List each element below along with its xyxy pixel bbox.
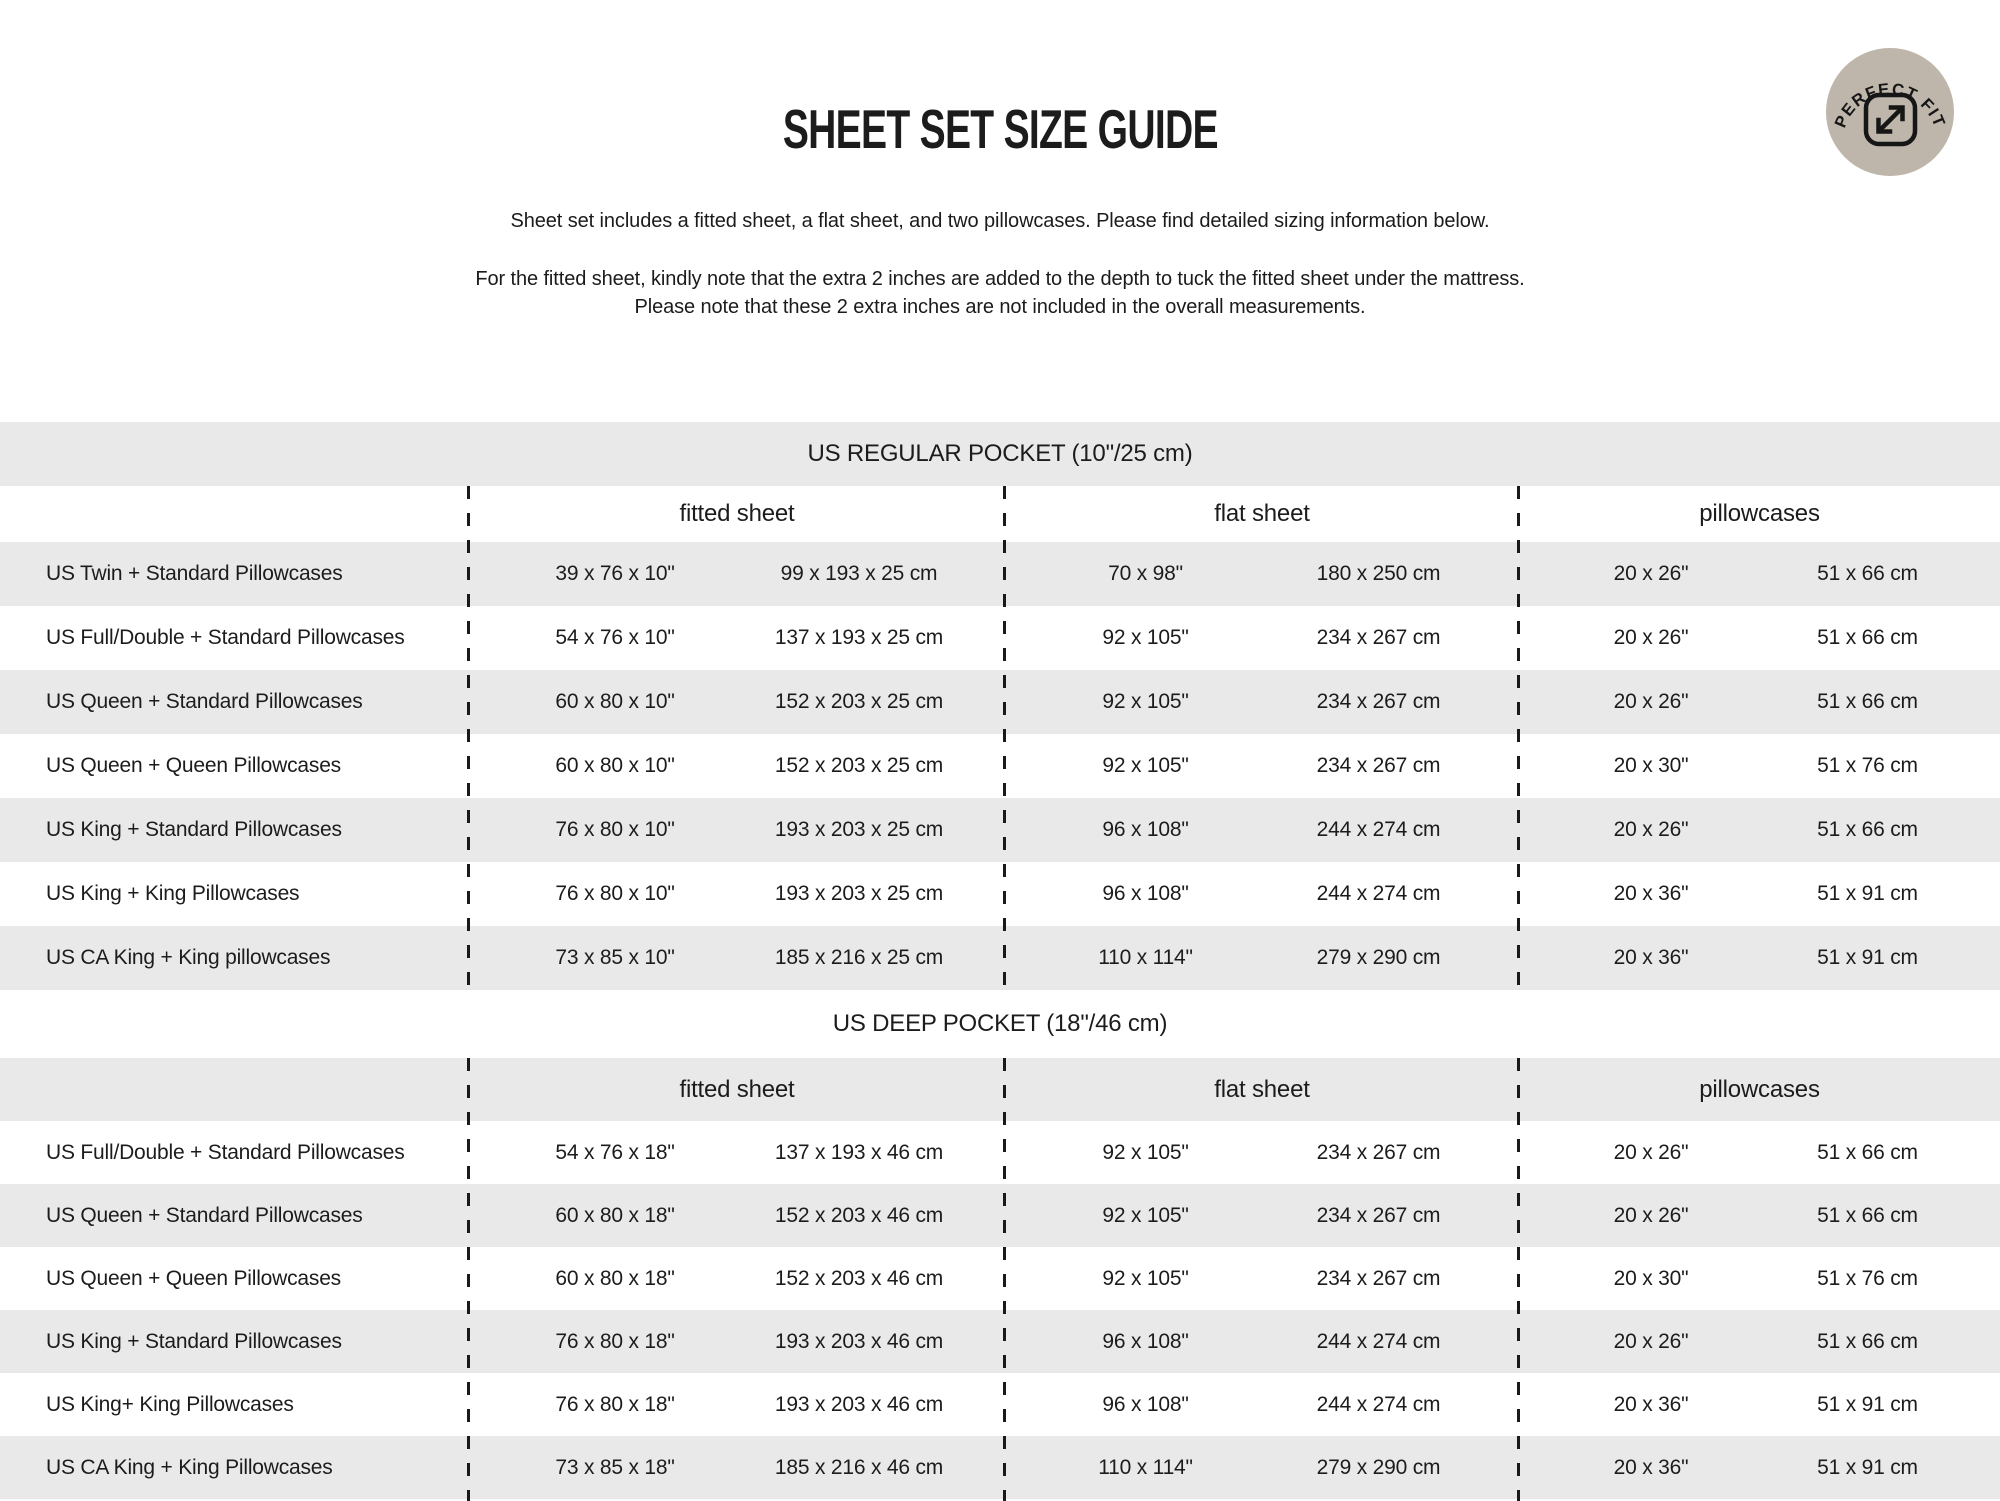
fitted-sheet-inches: 76 x 80 x 18" (555, 1329, 675, 1353)
table-row (0, 542, 2000, 606)
flat-sheet-cm: 244 x 274 cm (1316, 1392, 1441, 1416)
flat-sheet-cm: 279 x 290 cm (1316, 946, 1441, 969)
row-label: US Queen + Standard Pillowcases (46, 690, 363, 713)
row-label: US Queen + Standard Pillowcases (46, 1203, 363, 1227)
table-title: US DEEP POCKET (18"/46 cm) (0, 990, 2000, 1058)
table-us-deep-pocket (0, 990, 2000, 1499)
column-header-pillowcases: pillowcases (1699, 1075, 1820, 1103)
column-divider (467, 1058, 470, 1501)
flat-sheet-inches: 92 x 105" (1102, 1140, 1189, 1164)
pillowcase-cm: 51 x 66 cm (1817, 1140, 1918, 1164)
pillowcase-inches: 20 x 36" (1613, 946, 1689, 969)
pillowcase-cm: 51 x 66 cm (1817, 562, 1918, 585)
fitted-sheet-cm: 193 x 203 x 25 cm (774, 818, 944, 841)
row-label: US Queen + Queen Pillowcases (46, 1266, 341, 1290)
flat-sheet-inches: 92 x 105" (1102, 626, 1189, 649)
flat-sheet-inches: 92 x 105" (1102, 1203, 1189, 1227)
flat-sheet-inches: 96 x 108" (1102, 1392, 1189, 1416)
flat-sheet-cm: 234 x 267 cm (1316, 1266, 1441, 1290)
page-header (0, 0, 2000, 422)
table-title: US REGULAR POCKET (10"/25 cm) (0, 422, 2000, 486)
fitted-sheet-inches: 73 x 85 x 10" (555, 946, 675, 969)
table-row (0, 926, 2000, 990)
note-line-1: For the fitted sheet, kindly note that the extra 2 inches are added to the depth to tuck the fitted sheet under the mattress. (475, 268, 1525, 290)
column-divider (1003, 486, 1006, 990)
fitted-sheet-cm: 152 x 203 x 46 cm (774, 1266, 944, 1290)
page-title: SHEET SET SIZE GUIDE (782, 98, 1218, 160)
table-row (0, 1121, 2000, 1184)
fitted-sheet-inches: 39 x 76 x 10" (555, 562, 675, 585)
table-row (0, 1247, 2000, 1310)
pillowcase-inches: 20 x 26" (1613, 1140, 1689, 1164)
fitted-sheet-inches: 60 x 80 x 10" (555, 754, 675, 777)
fitted-sheet-inches: 76 x 80 x 18" (555, 1392, 675, 1416)
column-header-flat-sheet: flat sheet (1214, 500, 1310, 527)
fitted-sheet-cm: 137 x 193 x 46 cm (774, 1140, 944, 1164)
fitted-sheet-cm: 152 x 203 x 46 cm (774, 1203, 944, 1227)
fitted-sheet-cm: 185 x 216 x 25 cm (774, 946, 944, 969)
pillowcase-cm: 51 x 66 cm (1817, 1329, 1918, 1353)
flat-sheet-cm: 234 x 267 cm (1316, 754, 1441, 777)
flat-sheet-inches: 92 x 105" (1102, 690, 1189, 713)
badge-label: PERFECT FIT (1831, 80, 1949, 131)
fitted-sheet-note (0, 265, 2000, 321)
pillowcase-inches: 20 x 26" (1613, 1329, 1689, 1353)
pillowcase-inches: 20 x 36" (1613, 882, 1689, 905)
row-label: US King + Standard Pillowcases (46, 818, 342, 841)
pillowcase-cm: 51 x 91 cm (1817, 1392, 1918, 1416)
flat-sheet-cm: 244 x 274 cm (1316, 1329, 1441, 1353)
pillowcase-cm: 51 x 76 cm (1817, 754, 1918, 777)
fitted-sheet-cm: 185 x 216 x 46 cm (774, 1455, 944, 1479)
flat-sheet-inches: 110 x 114" (1098, 1455, 1193, 1479)
fitted-sheet-inches: 60 x 80 x 10" (555, 690, 675, 713)
pillowcase-cm: 51 x 66 cm (1817, 690, 1918, 713)
fitted-sheet-cm: 193 x 203 x 46 cm (774, 1392, 944, 1416)
fitted-sheet-inches: 60 x 80 x 18" (555, 1203, 675, 1227)
column-divider (1517, 1058, 1520, 1501)
note-line-2: Please note that these 2 extra inches are not included in the overall measurements. (634, 296, 1366, 318)
column-header-fitted-sheet: fitted sheet (679, 1075, 795, 1103)
table-row (0, 1436, 2000, 1499)
row-label: US Queen + Queen Pillowcases (46, 754, 341, 777)
pillowcase-inches: 20 x 26" (1613, 626, 1689, 649)
fitted-sheet-inches: 73 x 85 x 18" (555, 1455, 675, 1479)
flat-sheet-cm: 180 x 250 cm (1316, 562, 1441, 585)
pillowcase-cm: 51 x 66 cm (1817, 818, 1918, 841)
flat-sheet-cm: 244 x 274 cm (1316, 818, 1441, 841)
fitted-sheet-cm: 193 x 203 x 46 cm (774, 1329, 944, 1353)
row-label: US Full/Double + Standard Pillowcases (46, 626, 405, 649)
column-header-pillowcases: pillowcases (1699, 500, 1820, 527)
flat-sheet-cm: 234 x 267 cm (1316, 1203, 1441, 1227)
row-label: US CA King + King pillowcases (46, 946, 331, 969)
table-us-regular-pocket (0, 422, 2000, 990)
column-header-row (0, 486, 2000, 542)
flat-sheet-inches: 92 x 105" (1102, 1266, 1189, 1290)
pillowcase-inches: 20 x 26" (1613, 562, 1689, 585)
table-row (0, 1184, 2000, 1247)
fitted-sheet-inches: 60 x 80 x 18" (555, 1266, 675, 1290)
column-divider (1517, 486, 1520, 990)
column-header-row (0, 1058, 2000, 1121)
table-row (0, 862, 2000, 926)
pillowcase-cm: 51 x 66 cm (1817, 1203, 1918, 1227)
flat-sheet-inches: 96 x 108" (1102, 1329, 1189, 1353)
row-label: US King + Standard Pillowcases (46, 1329, 342, 1353)
table-row (0, 734, 2000, 798)
row-label: US Full/Double + Standard Pillowcases (46, 1140, 405, 1164)
flat-sheet-inches: 110 x 114" (1098, 946, 1193, 969)
pillowcase-cm: 51 x 91 cm (1817, 1455, 1918, 1479)
flat-sheet-cm: 234 x 267 cm (1316, 690, 1441, 713)
fitted-sheet-inches: 54 x 76 x 10" (555, 626, 675, 649)
fitted-sheet-inches: 54 x 76 x 18" (555, 1140, 675, 1164)
column-header-fitted-sheet: fitted sheet (679, 500, 795, 527)
flat-sheet-cm: 234 x 267 cm (1316, 626, 1441, 649)
row-label: US King + King Pillowcases (46, 882, 300, 905)
fitted-sheet-cm: 152 x 203 x 25 cm (774, 754, 944, 777)
row-label: US CA King + King Pillowcases (46, 1455, 333, 1479)
pillowcase-cm: 51 x 91 cm (1817, 882, 1918, 905)
fitted-sheet-cm: 152 x 203 x 25 cm (774, 690, 944, 713)
table-row (0, 606, 2000, 670)
pillowcase-inches: 20 x 36" (1613, 1455, 1689, 1479)
pillowcase-inches: 20 x 26" (1613, 690, 1689, 713)
pillowcase-cm: 51 x 66 cm (1817, 626, 1918, 649)
pillowcase-cm: 51 x 76 cm (1817, 1266, 1918, 1290)
flat-sheet-inches: 92 x 105" (1102, 754, 1189, 777)
flat-sheet-inches: 96 x 108" (1102, 818, 1189, 841)
flat-sheet-inches: 70 x 98" (1108, 562, 1183, 585)
pillowcase-inches: 20 x 26" (1613, 818, 1689, 841)
flat-sheet-cm: 279 x 290 cm (1316, 1455, 1441, 1479)
perfect-fit-badge (1826, 48, 1954, 176)
row-label: US Twin + Standard Pillowcases (46, 562, 343, 585)
pillowcase-cm: 51 x 91 cm (1817, 946, 1918, 969)
row-label: US King+ King Pillowcases (46, 1392, 294, 1416)
pillowcase-inches: 20 x 30" (1613, 1266, 1689, 1290)
table-row (0, 670, 2000, 734)
flat-sheet-cm: 244 x 274 cm (1316, 882, 1441, 905)
fitted-sheet-cm: 137 x 193 x 25 cm (774, 626, 944, 649)
fitted-sheet-cm: 99 x 193 x 25 cm (780, 562, 938, 585)
flat-sheet-inches: 96 x 108" (1102, 882, 1189, 905)
table-row (0, 1373, 2000, 1436)
table-row (0, 1310, 2000, 1373)
fitted-sheet-inches: 76 x 80 x 10" (555, 818, 675, 841)
fitted-sheet-cm: 193 x 203 x 25 cm (774, 882, 944, 905)
intro-text: Sheet set includes a fitted sheet, a flat sheet, and two pillowcases. Please find detailed sizing information below. (510, 210, 1490, 232)
pillowcase-inches: 20 x 26" (1613, 1203, 1689, 1227)
column-divider (1003, 1058, 1006, 1501)
column-header-flat-sheet: flat sheet (1214, 1075, 1310, 1103)
pillowcase-inches: 20 x 30" (1613, 754, 1689, 777)
column-divider (467, 486, 470, 990)
pillowcase-inches: 20 x 36" (1613, 1392, 1689, 1416)
badge-graphic (1826, 48, 1954, 176)
flat-sheet-cm: 234 x 267 cm (1316, 1140, 1441, 1164)
table-row (0, 798, 2000, 862)
fitted-sheet-inches: 76 x 80 x 10" (555, 882, 675, 905)
